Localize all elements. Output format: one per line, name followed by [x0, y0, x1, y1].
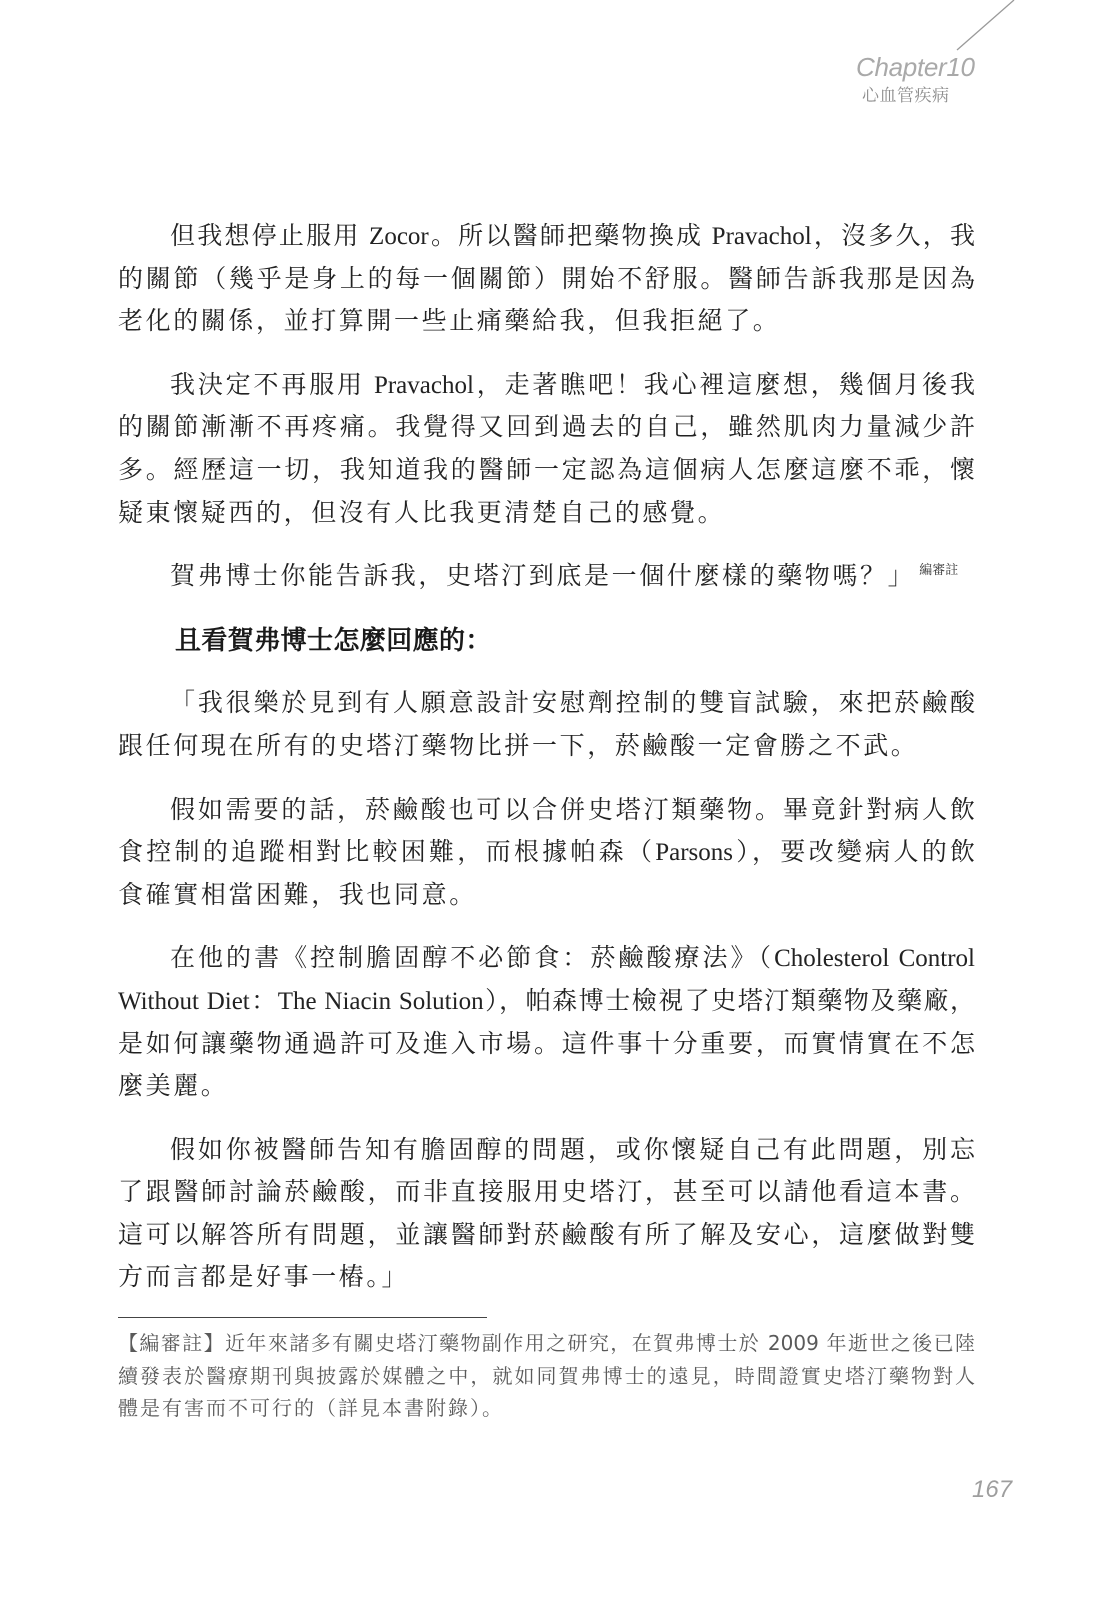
- text-line: 麼美麗。: [118, 1073, 229, 1101]
- footnote-line: 體是有害而不可行的（詳見本書附錄）。: [118, 1396, 504, 1420]
- chapter-label: Chapter10: [856, 52, 975, 82]
- text-line-content: 賀弗博士你能告訴我，史塔汀到底是一個什麼樣的藥物嗎？」: [170, 563, 916, 591]
- footnote: [118, 1327, 975, 1425]
- text-line: 的關節漸漸不再疼痛。我覺得又回到過去的自己，雖然肌肉力量減少許: [118, 414, 975, 442]
- paragraph: [118, 790, 975, 918]
- text-line: 疑東懷疑西的，但沒有人比我更清楚自己的感覺。: [118, 499, 726, 527]
- paragraph: [118, 365, 975, 535]
- text-line: 方而言都是好事一樁。」: [118, 1264, 410, 1292]
- paragraph: [118, 683, 975, 768]
- text-line: 我決定不再服用 Pravachol，走著瞧吧！我心裡這麼想，幾個月後我: [170, 371, 975, 399]
- text-line: 跟任何現在所有的史塔汀藥物比拼一下，菸鹼酸一定會勝之不武。: [118, 732, 919, 760]
- header-diagonal-rule: [0, 0, 1113, 60]
- footnote-divider: [118, 1317, 487, 1318]
- paragraph: [118, 1130, 975, 1300]
- section-heading: 且看賀弗博士怎麼回應的：: [175, 625, 492, 656]
- chapter-title: 心血管疾病: [862, 86, 950, 106]
- text-line: 多。經歷這一切，我知道我的醫師一定認為這個病人怎麼這麼不乖，懷: [118, 456, 975, 484]
- body-text: [118, 216, 975, 1321]
- text-line: 是如何讓藥物通過許可及進入市場。這件事十分重要，而實情實在不怎: [118, 1030, 975, 1058]
- text-line: Without Diet：The Niacin Solution），帕森博士檢視了史塔汀類藥物及藥廠，: [118, 987, 975, 1015]
- text-line: 老化的關係，並打算開一些止痛藥給我，但我拒絕了。: [118, 308, 781, 336]
- footnote-line: 續發表於醫療期刊與披露於媒體之中，就如同賀弗博士的遠見，時間證實史塔汀藥物對人: [118, 1363, 975, 1388]
- text-line: 假如需要的話，菸鹼酸也可以合併史塔汀類藥物。畢竟針對病人飲: [170, 796, 975, 824]
- paragraph: [118, 938, 975, 1108]
- text-line: 了跟醫師討論菸鹼酸，而非直接服用史塔汀，甚至可以請他看這本書。: [118, 1179, 975, 1207]
- text-line: 的關節（幾乎是身上的每一個關節）開始不舒服。醫師告訴我那是因為: [118, 265, 975, 293]
- text-line: 但我想停止服用 Zocor。所以醫師把藥物換成 Pravachol，沒多久，我: [170, 223, 975, 250]
- text-line: 食控制的追蹤相對比較困難，而根據帕森（Parsons），要改變病人的飲: [118, 839, 975, 867]
- editor-note-marker: 編審註: [919, 563, 959, 579]
- text-line: [118, 556, 975, 599]
- footnote-line: 【編審註】近年來諸多有關史塔汀藥物副作用之研究，在賀弗博士於 2009 年逝世之後已陸: [118, 1331, 975, 1355]
- text-line: 在他的書《控制膽固醇不必節食：菸鹼酸療法》（Cholesterol Control: [170, 945, 975, 973]
- text-line: 這可以解答所有問題，並讓醫師對菸鹼酸有所了解及安心，這麼做對雙: [118, 1221, 975, 1249]
- paragraph: [118, 556, 975, 599]
- text-line: 假如你被醫師告知有膽固醇的問題，或你懷疑自己有此問題，別忘: [170, 1136, 975, 1164]
- text-line: 「我很樂於見到有人願意設計安慰劑控制的雙盲試驗，來把菸鹼酸: [170, 690, 975, 718]
- text-line: 食確實相當困難，我也同意。: [118, 881, 477, 909]
- page-number: 167: [972, 1476, 1013, 1503]
- paragraph: [118, 216, 975, 344]
